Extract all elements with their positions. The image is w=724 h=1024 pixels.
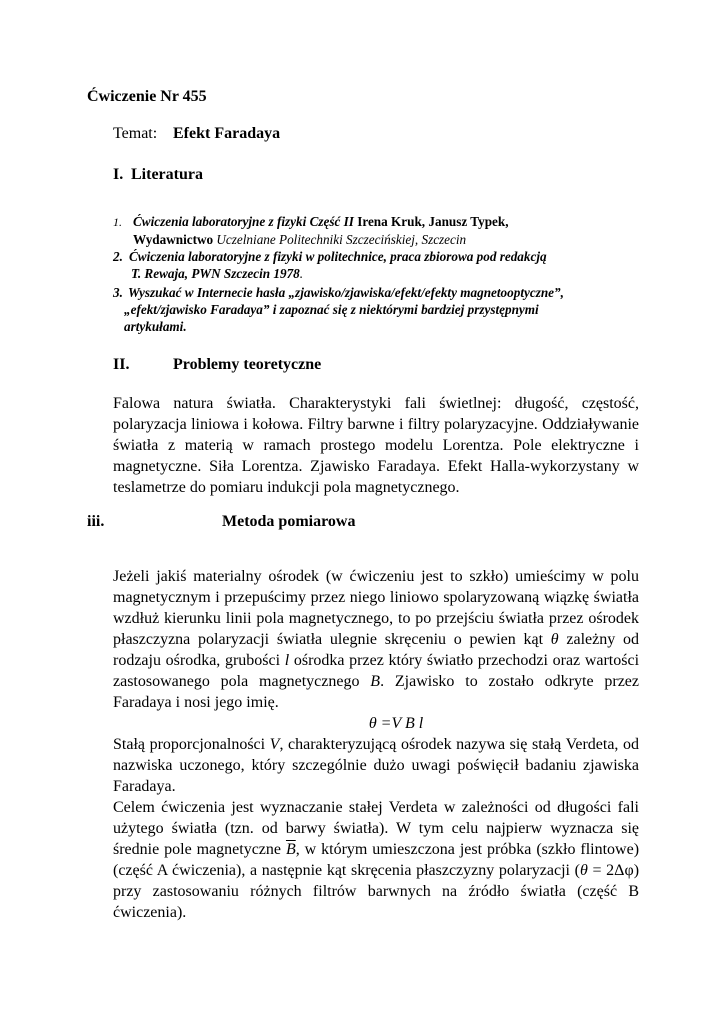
section3-body [113, 566, 639, 923]
literature-item-1-line1 [133, 214, 509, 230]
section1-title: Literatura [131, 166, 203, 183]
literature-item-1-number: 1. [113, 215, 122, 229]
literature-item-3-line2: „efekt/zjawisko Faradaya” i zapoznać się z niektórymi bardziej przystępnymi [124, 302, 539, 317]
theta-symbol-2: θ [579, 862, 588, 879]
angle-relation: = 2Δφ [587, 862, 634, 879]
section3-roman: iii. [87, 513, 105, 530]
literature-item-2-publisher: T. Rewaja, PWN Szczecin 1978 [131, 266, 300, 281]
method-paragraph-1 [113, 566, 639, 713]
literature-item-3-number: 3. [113, 285, 123, 300]
b-variable: B [370, 673, 381, 690]
v-variable: V [269, 736, 280, 753]
section2-roman: II. [113, 356, 130, 373]
method-p2-text-b: , charakteryzującą ośrodek nazywa się stałą Verdeta, od nazwiska uczonego, który szczególnie dużo uwagi poświęcił badaniu zjawiska Faradaya. [113, 736, 640, 795]
literature-item-1-authors: Irena Kruk, Janusz Typek, [357, 214, 509, 229]
section1-roman: I. [113, 166, 124, 183]
method-p2-text-a: Stałą proporcjonalności [113, 736, 266, 753]
faraday-equation: θ =V B l [368, 715, 424, 732]
method-paragraph-3 [113, 797, 639, 923]
method-paragraph-2 [113, 734, 639, 797]
b-bar-symbol: $\overline{B}$ [285, 841, 296, 858]
literature-item-1-publisher-label: Wydawnictwo [133, 232, 214, 247]
literature-item-1-publisher: Uczelniane Politechniki Szczecińskiej, Szczecin [216, 232, 467, 247]
section2-title: Problemy teoretyczne [173, 356, 322, 373]
method-p3-text-b: , w którym umieszczona jest próbka (szkło flintowe) (część A ćwiczenia), a następnie kąt skręcenia płaszczyzny polaryzacji ( [113, 841, 640, 879]
method-p3-text-a: Celem ćwiczenia jest wyznaczanie stałej Verdeta w zależności od długości fali użytego światła (tzn. od barwy światła). W tym celu najpierw wyznacza się średnie pole magnetyczne [113, 799, 639, 858]
exercise-heading: Ćwiczenie Nr 455 [87, 88, 207, 105]
theta-symbol: θ [550, 631, 559, 648]
literature-item-3-line3: artykułami. [124, 319, 187, 334]
literature-item-2-number: 2. [113, 249, 123, 264]
method-p1-text-d: . Zjawisko to zostało odkryte przez Faradaya i nosi jego imię. [113, 673, 639, 711]
method-p1-text-a: Jeżeli jakiś materialny ośrodek (w ćwiczeniu jest to szkło) umieścimy w polu magnetycznym i przepuścimy przez niego liniowo spolaryzowaną wiązkę światła wzdłuż kierunku linii pola magnetycznego, to po przejściu światła przez ośrodek płaszczyzna polaryzacji światła ulegnie skręceniu o pewien kąt [113, 568, 639, 648]
method-p1-text-b: zależny od rodzaju ośrodka, grubości [113, 631, 640, 669]
method-p1-text-c: ośrodka przez który światło przechodzi oraz wartości zastosowanego pola magnetycznego [113, 652, 640, 690]
section3-title: Metoda pomiarowa [222, 513, 356, 530]
method-p3-text-c: ) przy zastosowaniu różnych filtrów barwnych na źródło światła (część B ćwiczenia). [113, 862, 640, 921]
literature-item-1-title: Ćwiczenia laboratoryjne z fizyki Część II [133, 214, 354, 229]
theory-paragraph: Falowa natura światła. Charakterystyki fali świetlnej: długość, częstość, polaryzacja liniowa i kołowa. Filtry barwne i filtry polaryzacyjne. Oddziaływanie światła z materią w ramach prostego modelu Lorentza. Pole elektryczne i magnetyczne. Siła Lorentza. Zjawisko Faradaya. Efekt Halla-wykorzystany w teslametrze do pomiaru indukcji pola magnetycznego. [113, 395, 639, 496]
literature-item-1-line2 [133, 232, 466, 248]
topic-label: Temat: [113, 125, 158, 142]
literature-item-3-line1: Wyszukać w Internecie hasła „zjawisko/zjawiska/efekt/efekty magnetooptyczne”, [128, 285, 564, 300]
literature-item-2-line1: Ćwiczenia laboratoryjne z fizyki w politechnice, praca zbiorowa pod redakcją [129, 249, 547, 264]
l-variable: l [284, 652, 290, 669]
literature-item-2-period: . [299, 266, 304, 281]
topic-value: Efekt Faradaya [173, 125, 281, 142]
section2-paragraph [113, 393, 639, 498]
literature-item-2-line2 [131, 266, 303, 282]
